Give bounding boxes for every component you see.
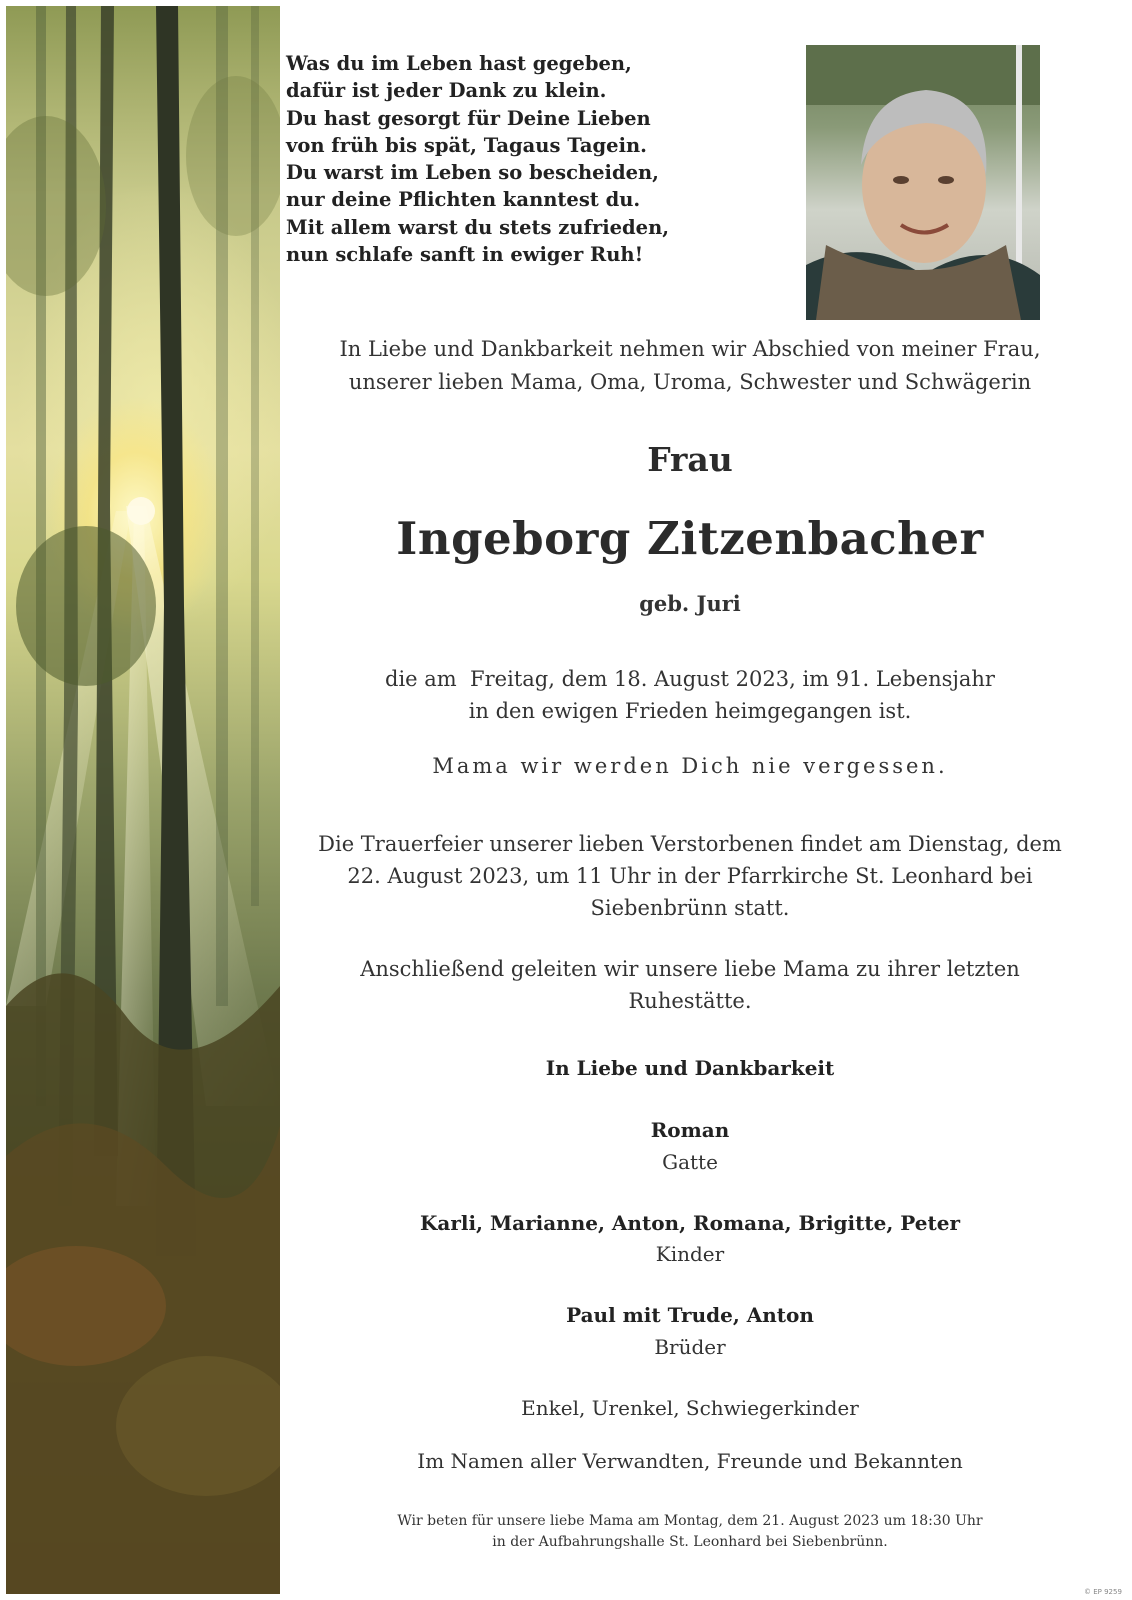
forest-illustration [6,6,280,1594]
extended-family: Enkel, Urenkel, Schwiegerkinder [521,1396,859,1420]
funeral-line: Die Trauerfeier unserer lieben Verstorbenen findet am Dienstag, dem [318,832,1062,856]
mourner-names: Roman [650,1118,730,1142]
prayer-line: Wir beten für unsere liebe Mama am Montag, dem 21. August 2023 um 18:30 Uhr [397,1513,983,1529]
closing-line: In Liebe und Dankbarkeit [545,1056,835,1080]
funeral-line: 22. August 2023, um 11 Uhr in der Pfarrkirche St. Leonhard bei [347,864,1033,888]
burial-info [290,953,1090,1017]
poem-line: nun schlafe sanft in ewiger Ruh! [286,243,644,267]
poem-line: Du warst im Leben so bescheiden, [286,161,659,185]
death-notice [290,663,1090,727]
mourner-relation: Brüder [654,1335,726,1359]
remembrance-line: Mama wir werden Dich nie vergessen. [432,754,948,778]
funeral-line: Siebenbrünn statt. [590,896,790,920]
poem-line: Du hast gesorgt für Deine Lieben [286,106,651,130]
funeral-info [290,828,1090,924]
death-line: die am Freitag, dem 18. August 2023, im 91. Lebensjahr [385,667,995,691]
intro-line: In Liebe und Dankbarkeit nehmen wir Abschied von meiner Frau, [339,337,1041,361]
deceased-name: Ingeborg Zitzenbacher [396,512,984,565]
birth-name: geb. Juri [639,591,741,616]
burial-line: Ruhestätte. [628,989,752,1013]
mourner-names: Karli, Marianne, Anton, Romana, Brigitte, Peter [419,1211,960,1235]
poem-line: von früh bis spät, Tagaus Tagein. [286,133,647,157]
intro-line: unserer lieben Mama, Oma, Uroma, Schwester und Schwägerin [348,370,1032,394]
prayer-line: in der Aufbahrungshalle St. Leonhard bei Siebenbrünn. [492,1534,888,1550]
poem-line: Was du im Leben hast gegeben, [286,52,632,75]
on-behalf-line: Im Namen aller Verwandten, Freunde und Bekannten [417,1449,963,1473]
portrait-illustration [806,45,1040,320]
farewell-intro [290,333,1090,399]
poem [286,50,766,268]
salutation: Frau [647,440,733,479]
poem-line: dafür ist jeder Dank zu klein. [286,79,607,103]
burial-line: Anschließend geleiten wir unsere liebe Mama zu ihrer letzten [360,957,1020,981]
poem-line: nur deine Pflichten kanntest du. [286,188,641,212]
mourner-names: Paul mit Trude, Anton [566,1303,814,1327]
prayer-info [290,1511,1090,1553]
poem-line: Mit allem warst du stets zufrieden, [286,215,670,239]
portrait-photo [806,45,1040,320]
forest-image [6,6,280,1594]
print-code: © EP 9259 [1084,1588,1122,1596]
death-line: in den ewigen Frieden heimgegangen ist. [468,699,912,723]
mourner-relation: Gatte [662,1150,718,1174]
mourner-relation: Kinder [655,1242,725,1266]
